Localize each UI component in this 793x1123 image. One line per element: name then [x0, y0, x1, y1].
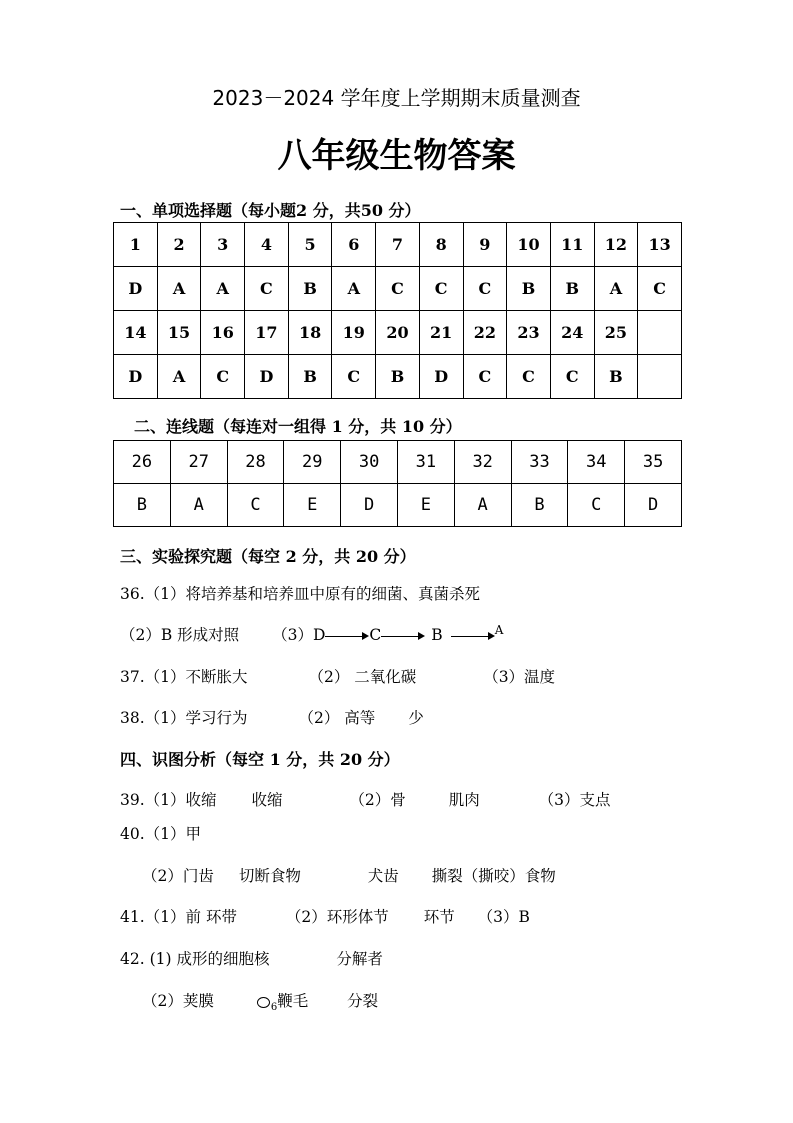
- circle-icon: [257, 997, 270, 1008]
- q36-b-answer: （2）B 形成对照: [120, 626, 240, 644]
- q40-part2: [142, 864, 556, 886]
- table-cell: 31: [397, 441, 454, 484]
- table-cell: C: [550, 355, 594, 399]
- table-cell: 13: [638, 223, 682, 267]
- page-subtitle: 2023－2024 学年度上学期期末质量测查: [212, 86, 581, 110]
- q42-part1: [120, 947, 383, 969]
- q40-part1: 40.（1）甲: [120, 825, 202, 843]
- table-row: [114, 484, 682, 527]
- q36-part1: 36.（1）将培养基和培养皿中原有的细菌、真菌杀死: [120, 585, 481, 603]
- table-cell: 20: [376, 311, 420, 355]
- table-cell: C: [201, 355, 245, 399]
- table-cell: C: [245, 267, 289, 311]
- table-cell: D: [114, 267, 158, 311]
- table-cell: B: [550, 267, 594, 311]
- table-cell: 28: [227, 441, 284, 484]
- q37-item: （3）温度: [483, 668, 556, 686]
- table-cell: B: [594, 355, 638, 399]
- table-cell: 10: [507, 223, 551, 267]
- table-cell: 24: [550, 311, 594, 355]
- table-cell: 21: [419, 311, 463, 355]
- table-cell: 9: [463, 223, 507, 267]
- q42-capsule: （2）荚膜: [142, 992, 214, 1010]
- table-cell: B: [507, 267, 551, 311]
- table-cell: 26: [114, 441, 171, 484]
- table-cell: 2: [157, 223, 201, 267]
- table-row: [114, 223, 682, 267]
- q42-flagellum: [257, 989, 308, 1013]
- table-cell: 34: [568, 441, 625, 484]
- q36-sequence-d: （3）D: [272, 626, 326, 644]
- table-cell: C: [463, 355, 507, 399]
- table-cell: 8: [419, 223, 463, 267]
- q38-item: （2） 高等: [298, 709, 376, 727]
- matching-answer-table: [113, 440, 682, 527]
- table-cell: 33: [511, 441, 568, 484]
- arrow-icon: [325, 631, 369, 641]
- table-row: [114, 311, 682, 355]
- table-cell: 6: [332, 223, 376, 267]
- table-cell: [638, 355, 682, 399]
- table-cell: E: [397, 484, 454, 527]
- table-cell: 22: [463, 311, 507, 355]
- section-3-heading: 三、实验探究题（每空 2 分，共 20 分）: [120, 547, 416, 566]
- table-cell: B: [288, 267, 332, 311]
- table-cell: 16: [201, 311, 245, 355]
- table-cell: A: [170, 484, 227, 527]
- arrow-icon: [381, 631, 425, 641]
- table-cell: 32: [454, 441, 511, 484]
- table-cell: C: [507, 355, 551, 399]
- table-cell: 11: [550, 223, 594, 267]
- table-cell: A: [454, 484, 511, 527]
- table-cell: E: [284, 484, 341, 527]
- q41-item: 41.（1）前 环带: [120, 908, 237, 926]
- table-cell: A: [594, 267, 638, 311]
- q38-item: 38.（1）学习行为: [120, 709, 248, 727]
- q39-item: 收缩: [251, 791, 283, 809]
- table-cell: C: [227, 484, 284, 527]
- q36-part2: [120, 623, 503, 645]
- arrow-icon: [451, 631, 495, 641]
- table-cell: 23: [507, 311, 551, 355]
- q36-sequence-b: B: [431, 626, 443, 644]
- table-cell: C: [568, 484, 625, 527]
- table-cell: D: [114, 355, 158, 399]
- table-cell: 30: [341, 441, 398, 484]
- table-cell: C: [638, 267, 682, 311]
- q36-sequence-a: A: [494, 623, 504, 637]
- table-row: [114, 267, 682, 311]
- table-cell: A: [332, 267, 376, 311]
- table-cell: D: [341, 484, 398, 527]
- table-cell: C: [419, 267, 463, 311]
- q41-answers: [120, 905, 530, 927]
- q42-number: 6: [270, 1002, 278, 1014]
- table-cell: B: [114, 484, 171, 527]
- q40-item: 切断食物: [238, 867, 301, 885]
- table-cell: D: [419, 355, 463, 399]
- table-cell: 29: [284, 441, 341, 484]
- table-cell: B: [376, 355, 420, 399]
- table-cell: 15: [157, 311, 201, 355]
- q41-item: 环节: [423, 908, 455, 926]
- q37-answers: [120, 665, 555, 687]
- table-cell: 7: [376, 223, 420, 267]
- table-cell: [638, 311, 682, 355]
- table-cell: B: [511, 484, 568, 527]
- table-cell: 17: [245, 311, 289, 355]
- page-title: 八年级生物答案: [277, 136, 516, 176]
- q37-item: 37.（1）不断胀大: [120, 668, 248, 686]
- q40-item: 撕裂（撕咬）食物: [431, 867, 556, 885]
- table-cell: A: [157, 267, 201, 311]
- q42-item: 分解者: [336, 950, 383, 968]
- q38-item: 少: [408, 709, 424, 727]
- section-2-heading: 二、连线题（每连对一组得 1 分，共 10 分）: [134, 417, 462, 436]
- q40-item: 犬齿: [367, 867, 399, 885]
- table-cell: 18: [288, 311, 332, 355]
- q37-item: （2） 二氧化碳: [308, 668, 417, 686]
- table-cell: C: [376, 267, 420, 311]
- table-cell: D: [245, 355, 289, 399]
- table-cell: 35: [625, 441, 682, 484]
- table-cell: 27: [170, 441, 227, 484]
- table-cell: 25: [594, 311, 638, 355]
- q42-division: 分裂: [347, 992, 379, 1010]
- q42-part2: [142, 989, 378, 1013]
- table-cell: D: [625, 484, 682, 527]
- table-row: [114, 441, 682, 484]
- q39-item: 肌肉: [448, 791, 480, 809]
- q42-flagellum-label: 鞭毛: [277, 992, 309, 1010]
- q41-item: （2）环形体节: [285, 908, 389, 926]
- table-cell: 12: [594, 223, 638, 267]
- q38-answers: [120, 706, 424, 728]
- table-cell: 3: [201, 223, 245, 267]
- table-cell: 5: [288, 223, 332, 267]
- table-cell: B: [288, 355, 332, 399]
- q39-answers: [120, 788, 611, 810]
- q41-item: （3）B: [477, 908, 530, 926]
- table-cell: C: [332, 355, 376, 399]
- q39-item: （2）骨: [349, 791, 406, 809]
- q39-item: 39.（1）收缩: [120, 791, 217, 809]
- section-1-heading: 一、单项选择题（每小题2 分，共50 分）: [120, 201, 421, 220]
- section-4-heading: 四、识图分析（每空 1 分，共 20 分）: [120, 750, 400, 769]
- choice-answer-table: [113, 222, 682, 399]
- q40-item: （2）门齿: [142, 867, 214, 885]
- q39-item: （3）支点: [538, 791, 611, 809]
- table-cell: 19: [332, 311, 376, 355]
- table-cell: A: [201, 267, 245, 311]
- table-cell: 1: [114, 223, 158, 267]
- table-row: [114, 355, 682, 399]
- q36-sequence-c: C: [369, 626, 382, 644]
- table-cell: 4: [245, 223, 289, 267]
- table-cell: 14: [114, 311, 158, 355]
- table-cell: A: [157, 355, 201, 399]
- table-cell: C: [463, 267, 507, 311]
- q42-item: 42. (1) 成形的细胞核: [120, 950, 270, 968]
